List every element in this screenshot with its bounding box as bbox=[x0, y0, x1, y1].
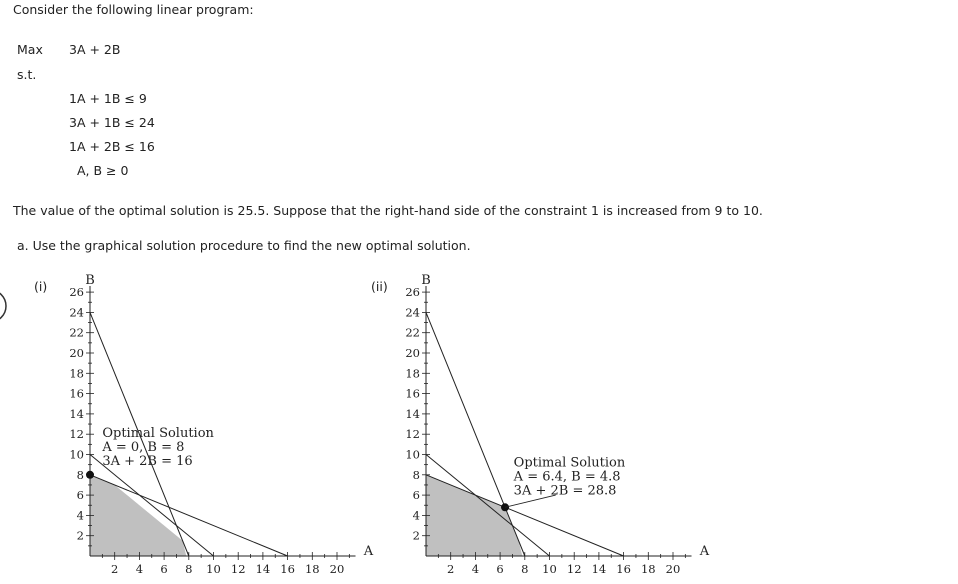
y-tick-label: 24 bbox=[69, 305, 84, 320]
constraint-3: 1A + 2B ≤ 16 bbox=[69, 139, 155, 154]
y-tick-label: 12 bbox=[69, 427, 84, 442]
x-tick-label: 20 bbox=[665, 562, 681, 576]
x-tick-label: 12 bbox=[230, 562, 246, 576]
y-tick-label: 26 bbox=[69, 285, 84, 300]
x-tick-label: 4 bbox=[471, 562, 480, 576]
x-axis-label: A bbox=[699, 544, 710, 559]
optimal-point bbox=[501, 503, 509, 511]
subject-to-label: s.t. bbox=[17, 67, 37, 82]
y-tick-label: 6 bbox=[76, 488, 84, 503]
option-label-ii: (ii) bbox=[371, 279, 388, 294]
problem-statement: The value of the optimal solution is 25.5. Suppose that the right-hand side of the constraint 1 is increased from 9 to 10. bbox=[13, 203, 763, 218]
y-tick-label: 10 bbox=[69, 447, 84, 462]
annotation-line: Optimal Solution bbox=[102, 426, 214, 442]
y-tick-label: 14 bbox=[405, 406, 420, 421]
annotation-line: 3A + 2B = 16 bbox=[102, 454, 193, 470]
constraint-2: 3A + 1B ≤ 24 bbox=[69, 115, 155, 130]
x-tick-label: 16 bbox=[280, 562, 295, 576]
x-tick-label: 18 bbox=[304, 562, 320, 576]
annotation-line: A = 6.4, B = 4.8 bbox=[513, 469, 621, 485]
y-tick-label: 22 bbox=[405, 325, 420, 340]
x-tick-label: 6 bbox=[160, 562, 168, 576]
constraint-nonnegativity: A, B ≥ 0 bbox=[77, 163, 129, 178]
x-axis-label: A bbox=[363, 544, 374, 559]
x-tick-label: 8 bbox=[521, 562, 529, 576]
y-axis-label: B bbox=[421, 273, 431, 289]
y-tick-label: 26 bbox=[405, 285, 420, 300]
y-tick-label: 14 bbox=[69, 406, 84, 421]
objective-label: Max bbox=[17, 42, 43, 57]
y-tick-label: 24 bbox=[405, 305, 420, 320]
x-tick-label: 14 bbox=[255, 562, 271, 576]
y-tick-label: 2 bbox=[76, 528, 84, 543]
annotation-line: 3A + 2B = 28.8 bbox=[513, 483, 617, 499]
y-tick-label: 22 bbox=[69, 325, 84, 340]
optimal-point bbox=[86, 471, 94, 479]
annotation-line: Optimal Solution bbox=[513, 455, 626, 471]
y-tick-label: 2 bbox=[412, 528, 420, 543]
objective-expression: 3A + 2B bbox=[69, 42, 121, 57]
y-tick-label: 18 bbox=[405, 366, 420, 381]
y-tick-label: 4 bbox=[412, 508, 420, 523]
x-tick-label: 8 bbox=[185, 562, 193, 576]
x-tick-label: 10 bbox=[542, 562, 557, 576]
x-tick-label: 20 bbox=[329, 562, 345, 576]
x-tick-label: 6 bbox=[496, 562, 504, 576]
y-tick-label: 12 bbox=[405, 427, 420, 442]
x-tick-label: 4 bbox=[135, 562, 144, 576]
x-tick-label: 14 bbox=[591, 562, 607, 576]
y-tick-label: 20 bbox=[405, 346, 420, 360]
y-axis-label: B bbox=[85, 273, 95, 289]
graph-option-ii[interactable] bbox=[336, 260, 736, 584]
y-tick-label: 20 bbox=[69, 346, 84, 360]
x-tick-label: 16 bbox=[616, 562, 631, 576]
y-tick-label: 16 bbox=[69, 386, 84, 401]
y-tick-label: 8 bbox=[412, 467, 420, 482]
y-tick-label: 18 bbox=[69, 366, 84, 381]
question-a: a. Use the graphical solution procedure to find the new optimal solution. bbox=[17, 238, 471, 253]
x-tick-label: 12 bbox=[566, 562, 582, 576]
x-tick-label: 18 bbox=[640, 562, 656, 576]
option-label-i: (i) bbox=[34, 279, 48, 294]
y-tick-label: 6 bbox=[412, 488, 420, 503]
y-tick-label: 10 bbox=[405, 447, 420, 462]
x-tick-label: 10 bbox=[206, 562, 221, 576]
intro-text: Consider the following linear program: bbox=[13, 2, 254, 17]
annotation-line: A = 0, B = 8 bbox=[102, 440, 185, 456]
y-tick-label: 4 bbox=[76, 508, 84, 523]
constraint-1: 1A + 1B ≤ 9 bbox=[69, 91, 147, 106]
y-tick-label: 16 bbox=[405, 386, 420, 401]
y-tick-label: 8 bbox=[76, 467, 84, 482]
x-tick-label: 2 bbox=[447, 562, 455, 576]
x-tick-label: 2 bbox=[111, 562, 119, 576]
